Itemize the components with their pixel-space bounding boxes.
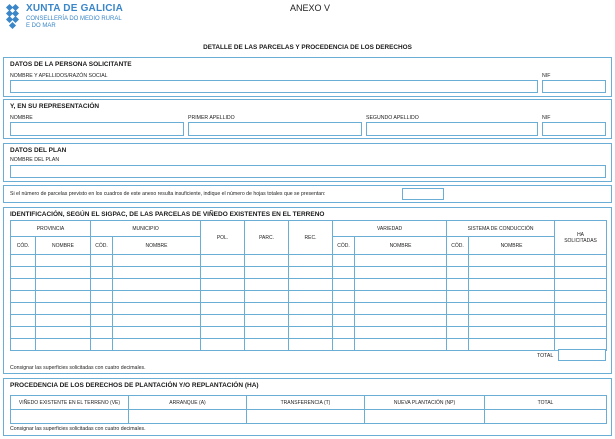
rec-cell[interactable] [289, 315, 333, 327]
variedad-cod-cell[interactable] [333, 303, 355, 315]
parc-cell[interactable] [245, 279, 289, 291]
pol-cell[interactable] [201, 315, 245, 327]
pol-cell[interactable] [201, 291, 245, 303]
sistema-cod-cell[interactable] [447, 279, 469, 291]
rec-cell[interactable] [289, 339, 333, 351]
sistema-cod-cell[interactable] [447, 327, 469, 339]
applicant-section [3, 57, 612, 97]
representative-section [3, 99, 612, 139]
variedad-cod-cell[interactable] [333, 291, 355, 303]
parc-cell[interactable] [245, 315, 289, 327]
variedad-nombre-cell[interactable] [355, 279, 447, 291]
provincia-cod-cell[interactable] [11, 279, 36, 291]
variedad-group-header: VARIEDAD [333, 221, 447, 237]
ha-cell[interactable] [555, 279, 607, 291]
applicant-title: DATOS DE LA PERSONA SOLICITANTE [10, 61, 132, 68]
rep-name-label: NOMBRE [10, 115, 33, 121]
provincia-cod-cell[interactable] [11, 315, 36, 327]
provincia-cod-cell[interactable] [11, 291, 36, 303]
municipio-nombre-cell[interactable] [113, 327, 201, 339]
provincia-nombre-cell[interactable] [36, 339, 91, 351]
sistema-nombre-cell[interactable] [469, 327, 555, 339]
provincia-nombre-cell[interactable] [36, 279, 91, 291]
annex-label: ANEXO V [290, 3, 331, 13]
variedad-cod-cell[interactable] [333, 255, 355, 267]
municipio-cod-cell[interactable] [91, 291, 113, 303]
sistema-nombre-cell[interactable] [469, 279, 555, 291]
sistema-cod-cell[interactable] [447, 303, 469, 315]
parcels-title: IDENTIFICACIÓN, SEGÚN EL SIGPAC, DE LAS PARCELAS DE VIÑEDO EXISTENTES EN EL TERRENO [10, 211, 325, 218]
rep-name-field[interactable] [10, 122, 184, 136]
provincia-cod-cell[interactable] [11, 327, 36, 339]
rights-title: PROCEDENCIA DE LOS DERECHOS DE PLANTACIÓN Y/O REPLANTACIÓN (HA) [10, 382, 259, 389]
pol-cell[interactable] [201, 327, 245, 339]
pol-cell[interactable] [201, 267, 245, 279]
pol-cell[interactable] [201, 339, 245, 351]
parc-cell[interactable] [245, 255, 289, 267]
provincia-nombre-cell[interactable] [36, 255, 91, 267]
sistema-cod-cell[interactable] [447, 267, 469, 279]
rec-cell[interactable] [289, 303, 333, 315]
rep-first-surname-label: PRIMER APELLIDO [188, 115, 235, 121]
variedad-nombre-cell[interactable] [355, 339, 447, 351]
rights-value-cell[interactable] [11, 410, 129, 424]
pol-cell[interactable] [201, 279, 245, 291]
sistema-nombre-cell[interactable] [469, 255, 555, 267]
provincia-nombre-cell[interactable] [36, 291, 91, 303]
municipio-nombre-cell[interactable] [113, 291, 201, 303]
applicant-nif-field[interactable] [542, 80, 606, 93]
rights-col-header: TRANSFERENCIA (T) [247, 396, 365, 410]
rec-cell[interactable] [289, 291, 333, 303]
rec-header: REC. [289, 221, 333, 255]
municipio-cod-cell[interactable] [91, 315, 113, 327]
sheets-notice-section [3, 185, 612, 203]
ha-cell[interactable] [555, 291, 607, 303]
rec-cell[interactable] [289, 279, 333, 291]
rec-cell[interactable] [289, 267, 333, 279]
document-title: DETALLE DE LAS PARCELAS Y PROCEDENCIA DE LOS DERECHOS [203, 44, 412, 51]
variedad-nombre-cell[interactable] [355, 303, 447, 315]
variedad-cod-cell[interactable] [333, 315, 355, 327]
variedad-cod-cell[interactable] [333, 267, 355, 279]
municipio-nombre-cell[interactable] [113, 339, 201, 351]
parcels-section [3, 207, 612, 374]
variedad-nombre-cell[interactable] [355, 291, 447, 303]
municipio-nombre-cell[interactable] [113, 303, 201, 315]
municipio-cod-cell[interactable] [91, 255, 113, 267]
sistema-cod-cell[interactable] [447, 291, 469, 303]
pol-cell[interactable] [201, 303, 245, 315]
parcels-note: Consignar las superficies solicitadas con cuatro decimales. [10, 365, 146, 371]
parc-cell[interactable] [245, 327, 289, 339]
rights-value-cell[interactable] [365, 410, 485, 424]
rights-col-header: TOTAL [485, 396, 607, 410]
sistema-group-header: SISTEMA DE CONDUCCIÓN [447, 221, 555, 237]
municipio-nombre-cell[interactable] [113, 255, 201, 267]
sistema-nombre-cell[interactable] [469, 267, 555, 279]
municipio-cod-cell[interactable] [91, 327, 113, 339]
municipio-cod-cell[interactable] [91, 339, 113, 351]
provincia-group-header: PROVINCIA [11, 221, 91, 237]
rec-cell[interactable] [289, 255, 333, 267]
sistema-cod-header: CÓD. [447, 237, 469, 255]
sistema-cod-cell[interactable] [447, 255, 469, 267]
provincia-cod-cell[interactable] [11, 339, 36, 351]
rights-col-header: ARRANQUE (A) [129, 396, 247, 410]
pol-cell[interactable] [201, 255, 245, 267]
municipio-cod-cell[interactable] [91, 267, 113, 279]
parc-cell[interactable] [245, 303, 289, 315]
parcel-row [11, 339, 607, 351]
ha-header: HA SOLICITADAS [555, 221, 607, 255]
parc-cell[interactable] [245, 267, 289, 279]
rep-second-surname-label: SEGUNDO APELLIDO [366, 115, 419, 121]
sistema-nombre-cell[interactable] [469, 315, 555, 327]
municipio-cod-cell[interactable] [91, 279, 113, 291]
variedad-nombre-cell[interactable] [355, 267, 447, 279]
parcels-table [10, 220, 607, 351]
rights-col-header: NUEVA PLANTACIÓN (NP) [365, 396, 485, 410]
rep-nif-label: NIF [542, 115, 551, 121]
provincia-nombre-cell[interactable] [36, 267, 91, 279]
variedad-cod-cell[interactable] [333, 339, 355, 351]
org-name: XUNTA DE GALICIA [26, 3, 124, 14]
provincia-cod-cell[interactable] [11, 267, 36, 279]
rights-value-cell[interactable] [129, 410, 247, 424]
parcel-row [11, 291, 607, 303]
sistema-nombre-cell[interactable] [469, 291, 555, 303]
rep-first-surname-field[interactable] [188, 122, 362, 136]
provincia-nombre-cell[interactable] [36, 315, 91, 327]
plan-name-label: NOMBRE DEL PLAN [10, 157, 60, 163]
variedad-nombre-header: NOMBRE [355, 237, 447, 255]
provincia-cod-header: CÓD. [11, 237, 36, 255]
variedad-nombre-cell[interactable] [355, 315, 447, 327]
applicant-nif-label: NIF [542, 73, 551, 79]
pol-header: POL. [201, 221, 245, 255]
ha-cell[interactable] [555, 255, 607, 267]
provincia-nombre-cell[interactable] [36, 303, 91, 315]
parcel-row [11, 279, 607, 291]
parcel-row [11, 267, 607, 279]
municipio-nombre-cell[interactable] [113, 267, 201, 279]
applicant-name-label: NOMBRE Y APELLIDOS/RAZÓN SOCIAL [10, 73, 108, 79]
parcel-row [11, 255, 607, 267]
rec-cell[interactable] [289, 327, 333, 339]
sistema-cod-cell[interactable] [447, 315, 469, 327]
ha-cell[interactable] [555, 303, 607, 315]
parcel-row [11, 315, 607, 327]
parcels-total-field[interactable] [558, 349, 606, 361]
rights-section [3, 378, 612, 436]
ha-cell[interactable] [555, 327, 607, 339]
municipio-cod-cell[interactable] [91, 303, 113, 315]
xunta-emblem-icon [6, 4, 24, 30]
sheets-notice-text: Si el número de parcelas previsto en los cuadros de este anexo resulta insuficiente, indique el número de hojas totales que se presentan: [10, 191, 326, 197]
parcel-row [11, 327, 607, 339]
rep-second-surname-field[interactable] [366, 122, 538, 136]
rights-value-cell[interactable] [485, 410, 607, 424]
applicant-name-field[interactable] [10, 80, 538, 93]
plan-title: DATOS DEL PLAN [10, 147, 67, 154]
representative-title: Y, EN SU REPRESENTACIÓN [10, 103, 100, 110]
rights-value-cell[interactable] [247, 410, 365, 424]
provincia-nombre-cell[interactable] [36, 327, 91, 339]
municipio-nombre-header: NOMBRE [113, 237, 201, 255]
variedad-nombre-cell[interactable] [355, 255, 447, 267]
rights-note: Consignar las superficies solicitadas con cuatro decimales. [10, 426, 146, 432]
plan-name-field[interactable] [10, 165, 606, 178]
parcels-total-label: TOTAL [537, 353, 554, 359]
municipio-nombre-cell[interactable] [113, 315, 201, 327]
rights-col-header: VIÑEDO EXISTENTE EN EL TERRENO (VE) [11, 396, 129, 410]
sistema-nombre-cell[interactable] [469, 339, 555, 351]
parc-cell[interactable] [245, 339, 289, 351]
provincia-cod-cell[interactable] [11, 303, 36, 315]
municipio-group-header: MUNICIPIO [91, 221, 201, 237]
rep-nif-field[interactable] [542, 122, 606, 136]
provincia-nombre-header: NOMBRE [36, 237, 91, 255]
variedad-cod-cell[interactable] [333, 279, 355, 291]
provincia-cod-cell[interactable] [11, 255, 36, 267]
parcel-row [11, 303, 607, 315]
variedad-nombre-cell[interactable] [355, 327, 447, 339]
plan-section [3, 143, 612, 182]
parc-header: PARC. [245, 221, 289, 255]
municipio-nombre-cell[interactable] [113, 279, 201, 291]
sheets-count-field[interactable] [402, 188, 444, 200]
municipio-cod-header: CÓD. [91, 237, 113, 255]
sistema-cod-cell[interactable] [447, 339, 469, 351]
sistema-nombre-cell[interactable] [469, 303, 555, 315]
sistema-nombre-header: NOMBRE [469, 237, 555, 255]
org-subtitle: CONSELLERÍA DO MEDIO RURAL E DO MAR [26, 16, 122, 29]
xunta-logo [6, 3, 136, 37]
variedad-cod-cell[interactable] [333, 327, 355, 339]
parc-cell[interactable] [245, 291, 289, 303]
variedad-cod-header: CÓD. [333, 237, 355, 255]
ha-cell[interactable] [555, 315, 607, 327]
rights-table [10, 395, 607, 424]
ha-cell[interactable] [555, 267, 607, 279]
